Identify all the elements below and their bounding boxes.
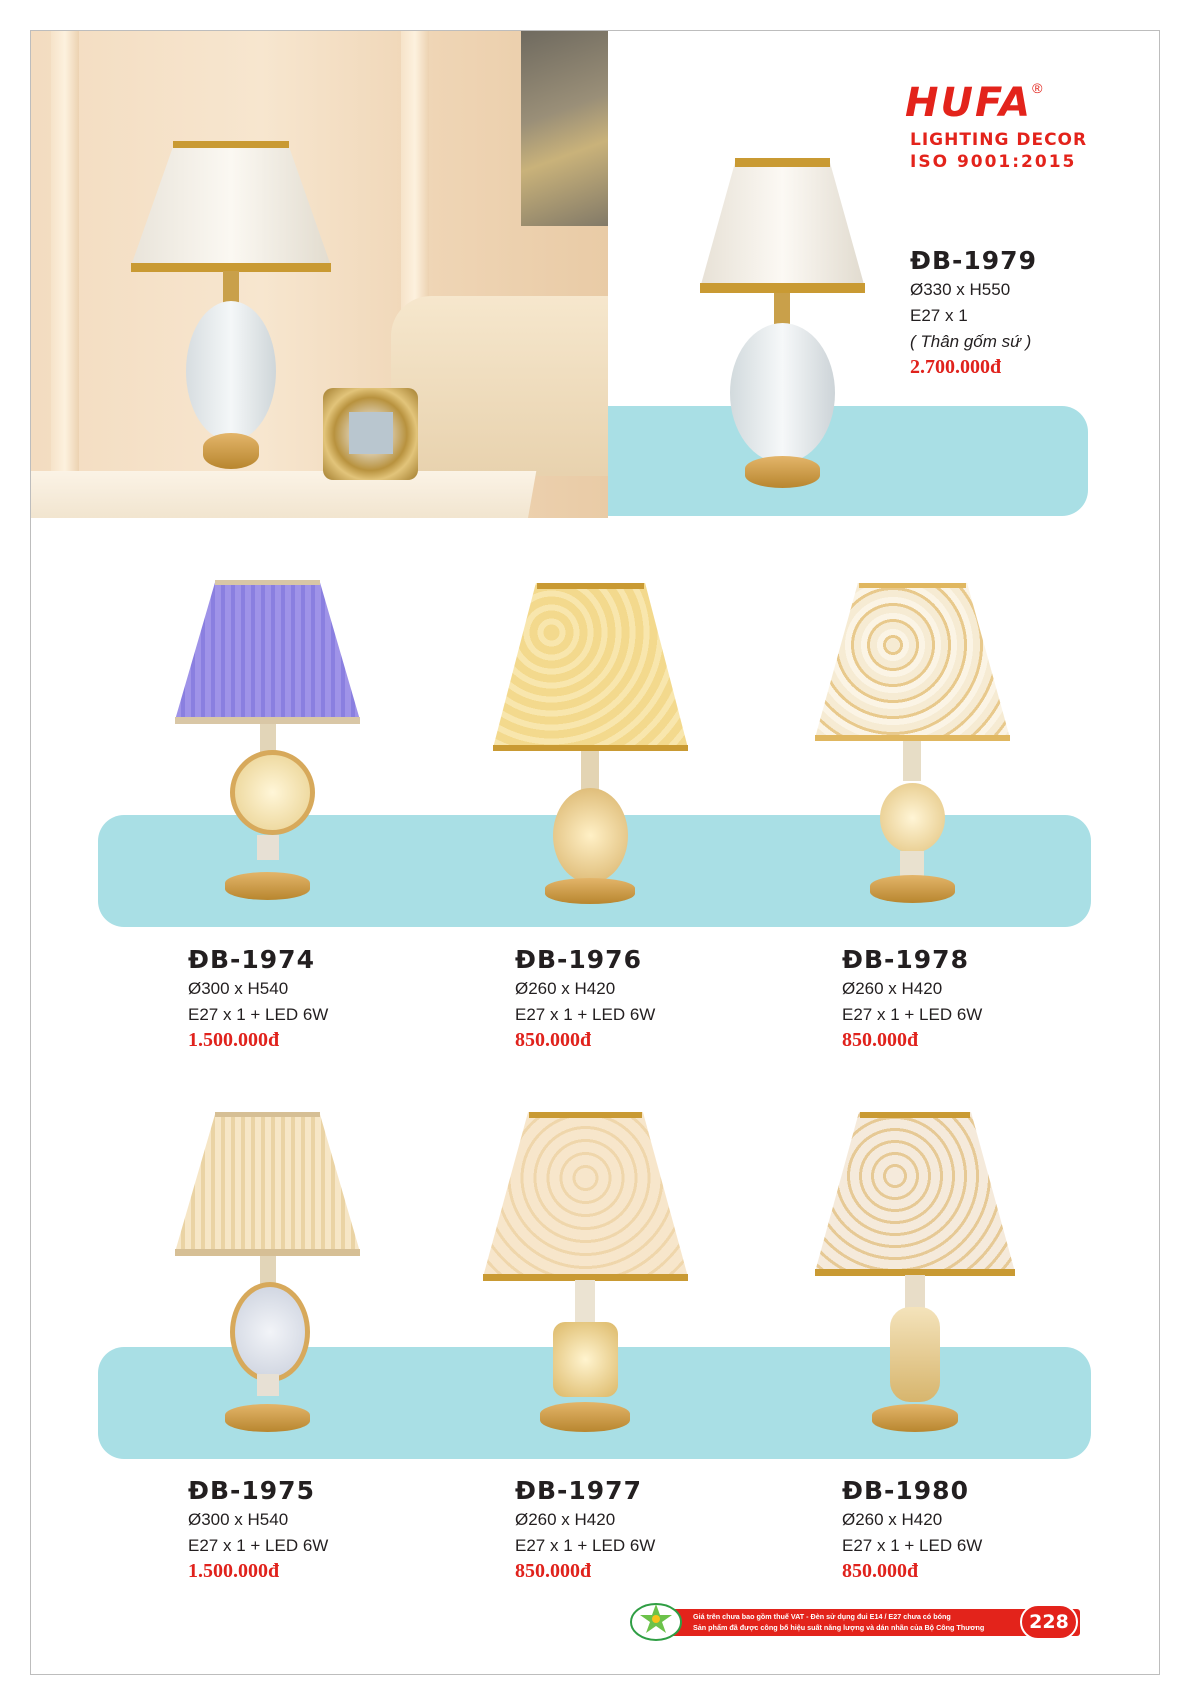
footer-notice: [693, 1611, 1013, 1633]
energy-label-star-icon: [630, 1598, 682, 1642]
product-info-db-1980: [842, 1476, 982, 1583]
brand-name: HUFA: [905, 80, 1033, 126]
product-image-db-1977: [483, 1112, 688, 1442]
product-price: 850.000đ: [842, 1029, 919, 1051]
product-note: ( Thân gốm sứ ): [910, 332, 1032, 351]
hero-lamp-image: [131, 141, 331, 496]
product-image-db-1978: [815, 583, 1010, 913]
product-price: 1.500.000đ: [188, 1029, 280, 1051]
brand-certification: ISO 9001:2015: [910, 152, 1077, 172]
product-image-db-1976: [493, 583, 688, 913]
product-size: Ø260 x H420: [515, 979, 616, 998]
brand-logo: [905, 80, 1105, 126]
product-bulb: E27 x 1 + LED 6W: [188, 1005, 329, 1024]
product-bulb: E27 x 1 + LED 6W: [842, 1536, 983, 1555]
product-bulb: E27 x 1 + LED 6W: [515, 1005, 656, 1024]
product-info-db-1976: [515, 945, 655, 1052]
product-code: ĐB-1974: [188, 945, 315, 974]
product-image-db-1980: [815, 1112, 1015, 1442]
brand-tagline: LIGHTING DECOR: [910, 130, 1088, 150]
product-bulb: E27 x 1 + LED 6W: [188, 1536, 329, 1555]
wall-pillar: [51, 31, 79, 518]
product-info-db-1979: [910, 246, 1037, 379]
product-bulb: E27 x 1 + LED 6W: [842, 1005, 983, 1024]
product-bulb: E27 x 1 + LED 6W: [515, 1536, 656, 1555]
footer-line-2: Sản phẩm đã được công bố hiệu suất năng lượng và dán nhãn của Bộ Công Thương: [693, 1623, 985, 1632]
sofa: [391, 296, 608, 476]
footer-line-1: Giá trên chưa bao gồm thuế VAT - Đèn sử dụng đui E14 / E27 chưa có bóng: [693, 1612, 951, 1621]
product-size: Ø300 x H540: [188, 1510, 289, 1529]
product-price: 850.000đ: [842, 1560, 919, 1582]
product-code: ĐB-1975: [188, 1476, 315, 1505]
product-size: Ø300 x H540: [188, 979, 289, 998]
product-code: ĐB-1976: [515, 945, 642, 974]
product-code: ĐB-1980: [842, 1476, 969, 1505]
product-image-db-1975: [175, 1112, 360, 1442]
product-size: Ø260 x H420: [842, 1510, 943, 1529]
product-size: Ø330 x H550: [910, 280, 1011, 299]
product-price: 850.000đ: [515, 1029, 592, 1051]
product-code: ĐB-1977: [515, 1476, 642, 1505]
product-size: Ø260 x H420: [515, 1510, 616, 1529]
wall-painting: [521, 31, 608, 226]
product-info-db-1974: [188, 945, 328, 1052]
product-price: 1.500.000đ: [188, 1560, 280, 1582]
registered-mark: ®: [1032, 80, 1043, 96]
product-code: ĐB-1979: [910, 246, 1037, 275]
page-number: 228: [1020, 1604, 1078, 1640]
product-image-db-1979: [700, 158, 865, 488]
product-image-db-1974: [175, 580, 360, 910]
product-bulb: E27 x 1: [910, 306, 968, 325]
hero-room-photo: [31, 31, 608, 518]
product-info-db-1977: [515, 1476, 655, 1583]
product-price: 2.700.000đ: [910, 356, 1002, 378]
product-size: Ø260 x H420: [842, 979, 943, 998]
product-info-db-1978: [842, 945, 982, 1052]
product-info-db-1975: [188, 1476, 328, 1583]
product-code: ĐB-1978: [842, 945, 969, 974]
photo-frame: [323, 388, 418, 480]
product-price: 850.000đ: [515, 1560, 592, 1582]
